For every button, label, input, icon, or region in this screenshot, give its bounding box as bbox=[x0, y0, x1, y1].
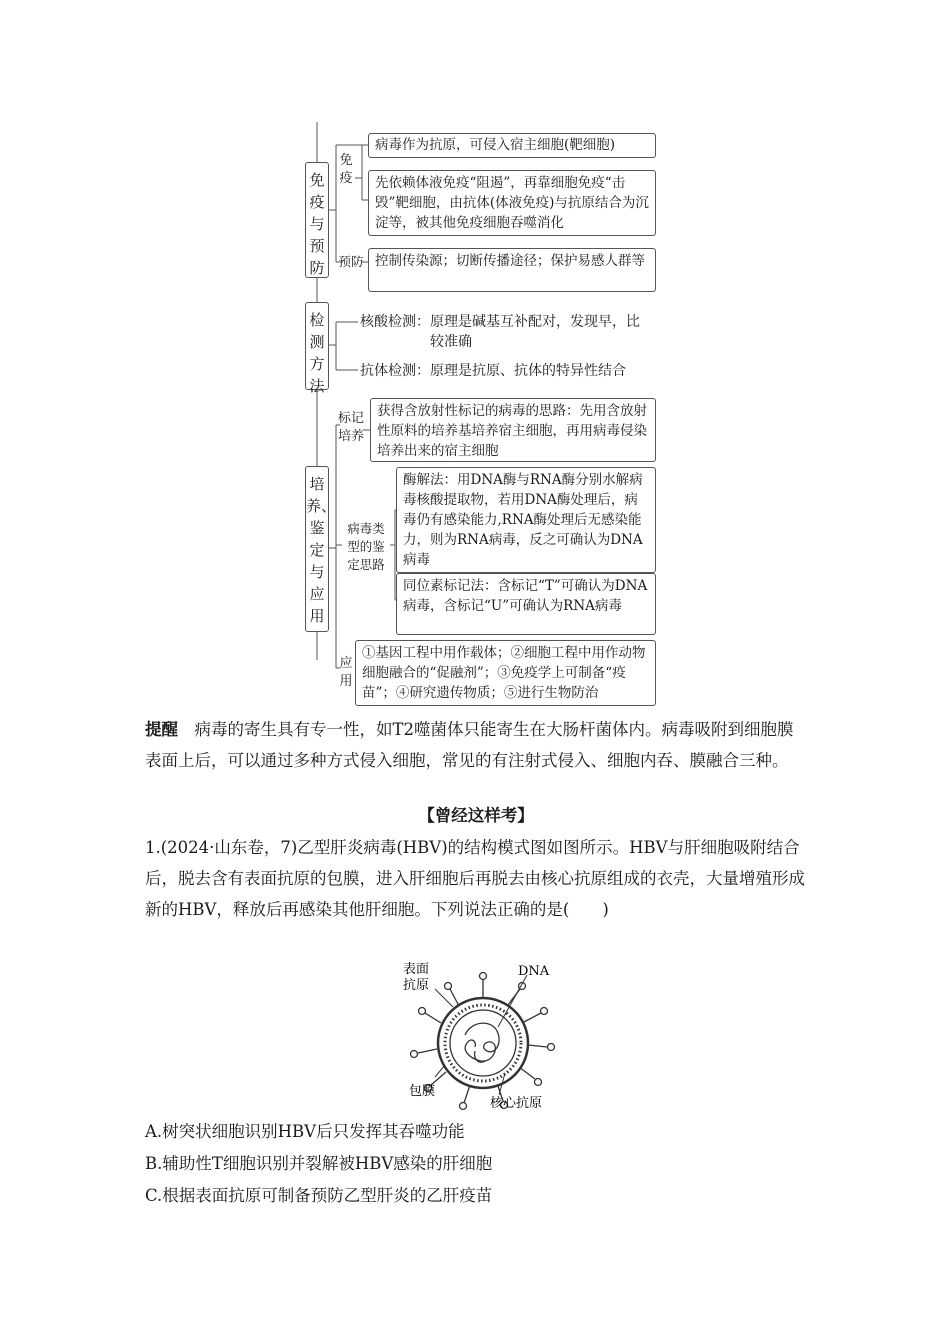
mindmap-item-application: ①基因工程中用作载体；②细胞工程中用作动物细胞融合的“促融剂”；③免疫学上可制备“疫苗”；④研究遗传物质；⑤进行生物防治 bbox=[355, 640, 656, 706]
exam-section-header: 【曾经这样考】 bbox=[418, 806, 534, 825]
mindmap-item-prevention: 控制传染源；切断传播途径；保护易感人群等 bbox=[368, 248, 656, 292]
section-title-detection: 检测方法 bbox=[309, 311, 325, 395]
section-title-immunity: 免疫与预防 bbox=[309, 171, 325, 277]
mindmap-item-immune-process: 先依赖体液免疫“阻遏”，再靠细胞免疫“击毁”靶细胞，由抗体(体液免疫)与抗原结合为沉淀等，被其他免疫细胞吞噬消化 bbox=[368, 170, 656, 236]
label-surface-antigen-1: 表面 bbox=[403, 962, 430, 977]
option-c: C.根据表面抗原可制备预防乙型肝炎的乙肝疫苗 bbox=[145, 1186, 493, 1205]
option-a: A.树突状细胞识别HBV后只发挥其吞噬功能 bbox=[145, 1122, 465, 1141]
hbv-structure-figure bbox=[395, 955, 565, 1115]
detection-nucleic-name: 核酸检测： bbox=[360, 314, 430, 330]
detection-antibody bbox=[360, 361, 660, 381]
group-label-application: 应用 bbox=[339, 656, 353, 689]
detection-antibody-desc: 原理是抗原、抗体的特异性结合 bbox=[430, 363, 626, 379]
group-label-immunity: 免疫 bbox=[339, 153, 353, 186]
mindmap-item-labeled-culture: 获得含放射性标记的病毒的思路：先用含放射性原料的培养基培养宿主细胞，再用病毒侵染培养出来的宿主细胞 bbox=[370, 398, 656, 462]
label-dna: DNA bbox=[518, 964, 550, 979]
question-stem: 1.(2024·山东卷，7)乙型肝炎病毒(HBV)的结构模式图如图所示。HBV与肝细胞吸附结合后，脱去含有表面抗原的包膜，进入肝细胞后再脱去由核心抗原组成的衣壳，大量增殖形成新的HBV，释放后再感染其他肝细胞。下列说法正确的是( ) bbox=[145, 838, 805, 919]
group-label-prevention: 预防 bbox=[338, 254, 364, 269]
envelope-outer bbox=[438, 998, 528, 1088]
label-envelope: 包膜 bbox=[409, 1084, 436, 1099]
mindmap-section-culture bbox=[305, 466, 337, 632]
mindmap-item-isotope-method: 同位素标记法：含标记“T”可确认为DNA病毒，含标记“U”可确认为RNA病毒 bbox=[396, 573, 656, 635]
tip-label: 提醒 bbox=[145, 720, 178, 739]
label-surface-antigen-2: 抗原 bbox=[403, 978, 430, 993]
mindmap-section-immunity bbox=[305, 162, 329, 278]
detection-antibody-name: 抗体检测： bbox=[360, 363, 430, 379]
option-b: B.辅助性T细胞识别并裂解被HBV感染的肝细胞 bbox=[145, 1154, 493, 1173]
tip-paragraph bbox=[145, 714, 807, 776]
mindmap-item-antigen: 病毒作为抗原，可侵入宿主细胞(靶细胞) bbox=[368, 133, 656, 158]
mindmap-section-detection bbox=[305, 302, 329, 395]
group-label-labeled-culture: 标记培养 bbox=[337, 411, 364, 444]
detection-nucleic-desc: 原理是碱基互补配对，发现早，比较准确 bbox=[430, 314, 640, 350]
section-title-culture: 培养、鉴定与应用 bbox=[306, 475, 337, 625]
mindmap-item-enzyme-method: 酶解法：用DNA酶与RNA酶分别水解病毒核酸提取物，若用DNA酶处理后，病毒仍有感染能力,RNA酶处理后无感染能力，则为RNA病毒，反之可确认为DNA病毒 bbox=[396, 467, 656, 573]
label-core-antigen: 核心抗原 bbox=[490, 1096, 543, 1111]
detection-nucleic-acid bbox=[360, 312, 660, 352]
tip-text: 病毒的寄生具有专一性，如T2噬菌体只能寄生在大肠杆菌体内。病毒吸附到细胞膜表面上后，可以通过多种方式侵入细胞，常见的有注射式侵入、细胞内吞、膜融合三种。 bbox=[145, 720, 794, 770]
group-label-identification: 病毒类型的鉴定思路 bbox=[347, 521, 385, 572]
